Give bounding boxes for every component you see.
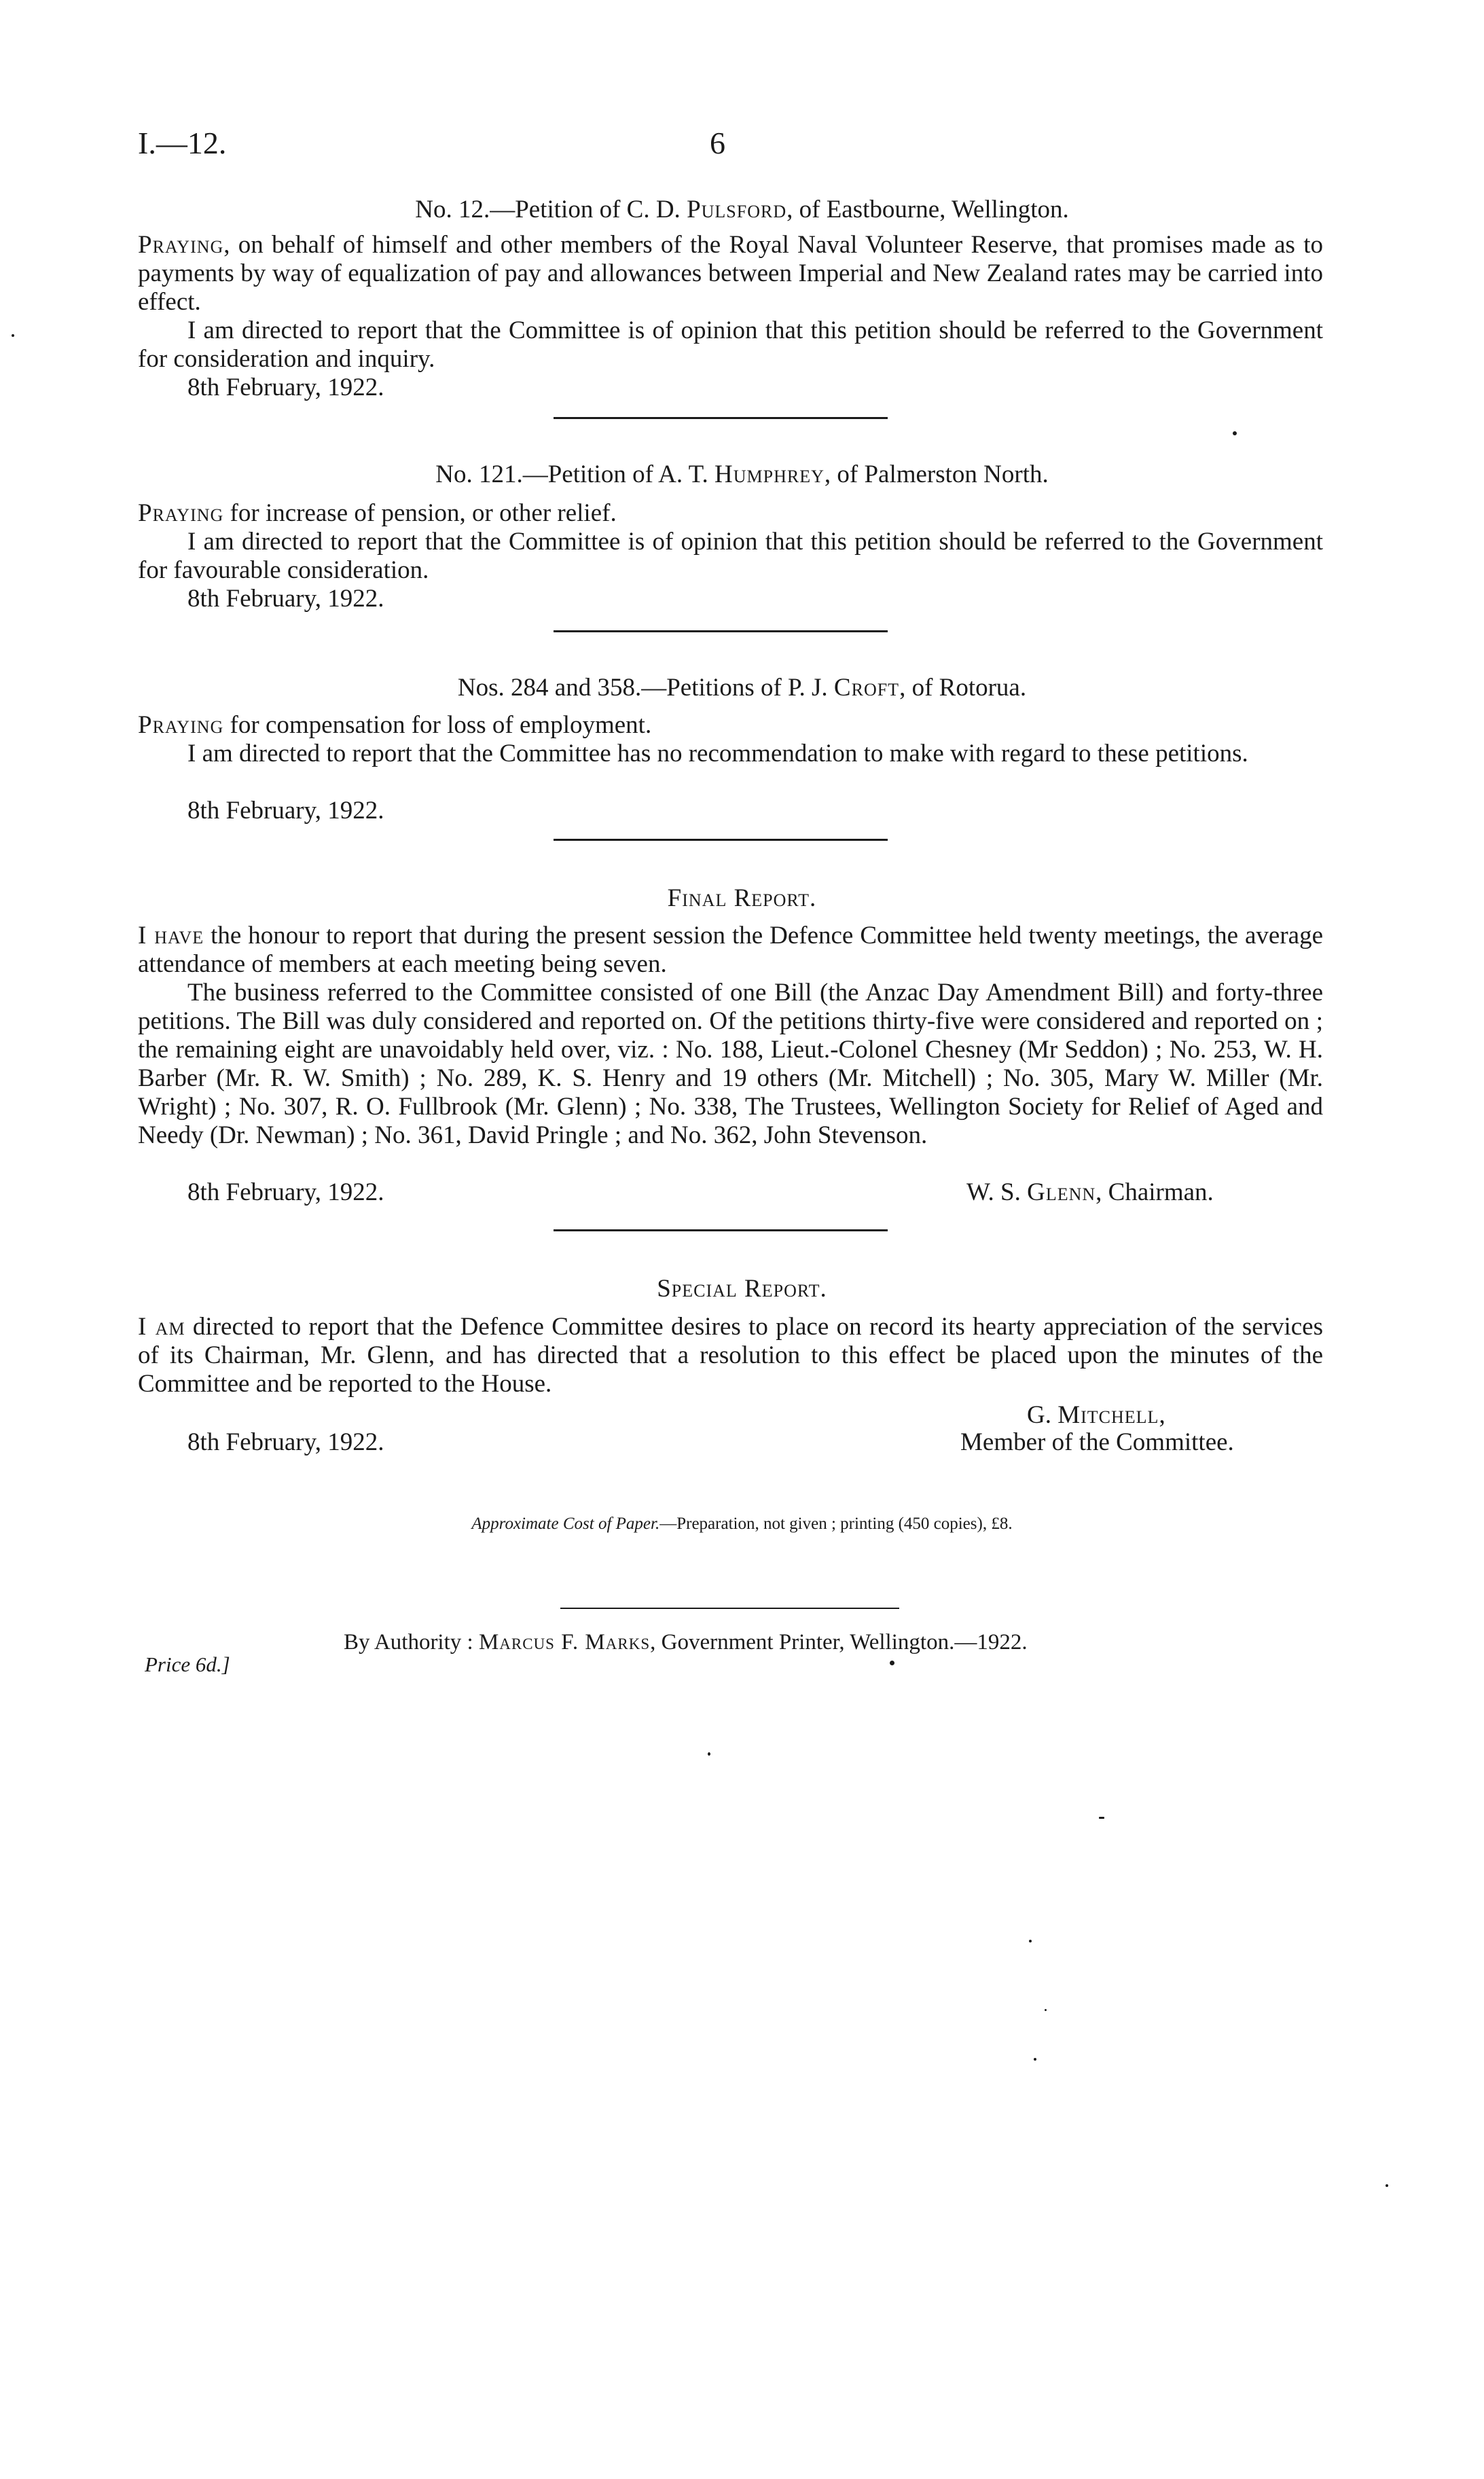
petition-3-praying <box>138 711 1323 740</box>
petition-3-petitioner-name: Croft <box>833 674 900 702</box>
petition-1-praying-label: Praying <box>138 231 224 259</box>
special-report-paragraph <box>138 1313 1323 1398</box>
petition-2-heading-prefix: No. 121.—Petition of A. T. <box>435 460 715 488</box>
final-report-signature-suffix: , Chairman. <box>1096 1178 1214 1206</box>
petition-2-heading <box>0 460 1484 488</box>
scan-speck <box>890 1661 894 1665</box>
petition-1-heading <box>0 196 1484 223</box>
petition-1-petitioner-name: Pulsford <box>687 196 787 223</box>
petition-1-heading-suffix: , of Eastbourne, Wellington. <box>786 196 1069 223</box>
final-report-signature-name: Glenn <box>1027 1178 1096 1206</box>
page-number: 6 <box>710 126 725 160</box>
final-report-paragraph-1-text: the honour to report that during the present session the Defence Committee held twenty meetings, the average attendance of members at each meeting being seven. <box>138 922 1324 978</box>
petition-1-heading-prefix: No. 12.—Petition of C. D. <box>415 196 687 223</box>
petition-2-heading-suffix: , of Palmerston North. <box>824 460 1049 488</box>
petition-2-praying-text: for increase of pension, or other relief. <box>223 499 617 527</box>
cost-note <box>0 1514 1484 1534</box>
footer-printer-name: Marcus F. Marks <box>478 1630 651 1654</box>
special-report-signature-suffix: , <box>1159 1401 1165 1429</box>
divider-rule-3 <box>554 839 888 841</box>
scan-speck <box>1386 2184 1388 2187</box>
petition-1-report: I am directed to report that the Committee is of opinion that this petition should be referred to the Government for consideration and inquiry. <box>138 316 1323 373</box>
petition-1-praying-text: , on behalf of himself and other members of the Royal Naval Volunteer Reserve, that promises made as to payments by way of equalization of pay and allowances between Imperial and New Zealand rates may be carried into effect. <box>138 231 1323 316</box>
document-id: I.—12. <box>138 126 227 160</box>
cost-note-text: —Preparation, not given ; printing (450 copies), £8. <box>659 1515 1013 1533</box>
petition-2-petitioner-name: Humphrey <box>714 460 825 488</box>
final-report-signature-prefix: W. S. <box>966 1178 1028 1206</box>
cost-note-label: Approximate Cost of Paper. <box>471 1515 660 1533</box>
special-report-signature-name: Mitchell <box>1057 1401 1159 1429</box>
special-report-signature-role: Member of the Committee. <box>960 1428 1234 1456</box>
petition-3-heading-suffix: , of Rotorua. <box>899 674 1027 702</box>
petition-2-report: I am directed to report that the Committee is of opinion that this petition should be referred to the Government for favourable consideration. <box>138 528 1323 584</box>
divider-rule-4 <box>554 1229 888 1231</box>
footer-price: Price 6d.] <box>145 1652 230 1676</box>
special-report-paragraph-text: directed to report that the Defence Committee desires to place on record its hearty appreciation of the services of its Chairman, Mr. Glenn, and has directed that a resolution to this effect be placed upon the minutes of the Committee and be reported to the House. <box>138 1313 1323 1398</box>
petition-1-praying <box>138 231 1323 316</box>
petition-2-praying-label: Praying <box>138 499 224 527</box>
final-report-title: Final Report. <box>667 884 817 912</box>
petition-3-praying-label: Praying <box>138 711 224 739</box>
special-report-signature <box>1027 1401 1165 1429</box>
scan-speck <box>1034 2058 1036 2061</box>
special-report-title: Special Report. <box>657 1275 827 1303</box>
footer-rule <box>560 1608 899 1609</box>
divider-rule-1 <box>554 417 888 419</box>
petition-3-date: 8th February, 1922. <box>187 797 384 825</box>
special-report-opening-caps: I am <box>138 1313 185 1341</box>
special-report-date: 8th February, 1922. <box>187 1428 384 1456</box>
footer-authority <box>344 1629 1028 1657</box>
special-report-signature-prefix: G. <box>1027 1401 1058 1429</box>
petition-1-date: 8th February, 1922. <box>187 374 384 401</box>
footer-authority-suffix: , Government Printer, Wellington.—1922. <box>650 1630 1028 1654</box>
final-report-date: 8th February, 1922. <box>187 1178 384 1206</box>
scan-speck <box>708 1752 710 1756</box>
scan-speck <box>1045 2009 1047 2011</box>
petition-2-date: 8th February, 1922. <box>187 585 384 613</box>
scan-speck <box>12 334 14 337</box>
scan-speck <box>1099 1817 1104 1819</box>
divider-rule-2 <box>554 630 888 632</box>
final-report-paragraph-2: The business referred to the Committee consisted of one Bill (the Anzac Day Amendment Bill) and forty-three petitions. The Bill was duly considered and reported on. Of the petitions thirty-five were considered and reported on ; the remaining eight are unavoidably held over, viz. : No. 188, Lieut.-Colonel Chesney (Mr Seddon) ; No. 253, W. H. Barber (Mr. R. W. Smith) ; No. 289, K. S. Henry and 19 others (Mr. Mitchell) ; No. 305, Mary W. Miller (Mr. Wright) ; No. 307, R. O. Fullbrook (Mr. Glenn) ; No. 338, The Trustees, Wellington Society for Relief of Aged and Needy (Dr. Newman) ; No. 361, David Pringle ; and No. 362, John Stevenson. <box>138 979 1323 1149</box>
final-report-paragraph-1 <box>138 922 1323 979</box>
petition-3-praying-text: for compensation for loss of employment. <box>223 711 652 739</box>
scan-speck <box>1029 1940 1032 1942</box>
petition-3-heading-prefix: Nos. 284 and 358.—Petitions of P. J. <box>457 674 834 702</box>
petition-3-report: I am directed to report that the Committee has no recommendation to make with regard to these petitions. <box>187 740 1248 767</box>
scan-speck <box>1233 431 1237 435</box>
petition-3-heading <box>0 674 1484 702</box>
footer-authority-prefix: By Authority : <box>344 1630 479 1654</box>
petition-2-praying <box>138 499 1323 528</box>
final-report-opening-caps: I have <box>138 922 204 949</box>
final-report-signature <box>966 1178 1214 1206</box>
